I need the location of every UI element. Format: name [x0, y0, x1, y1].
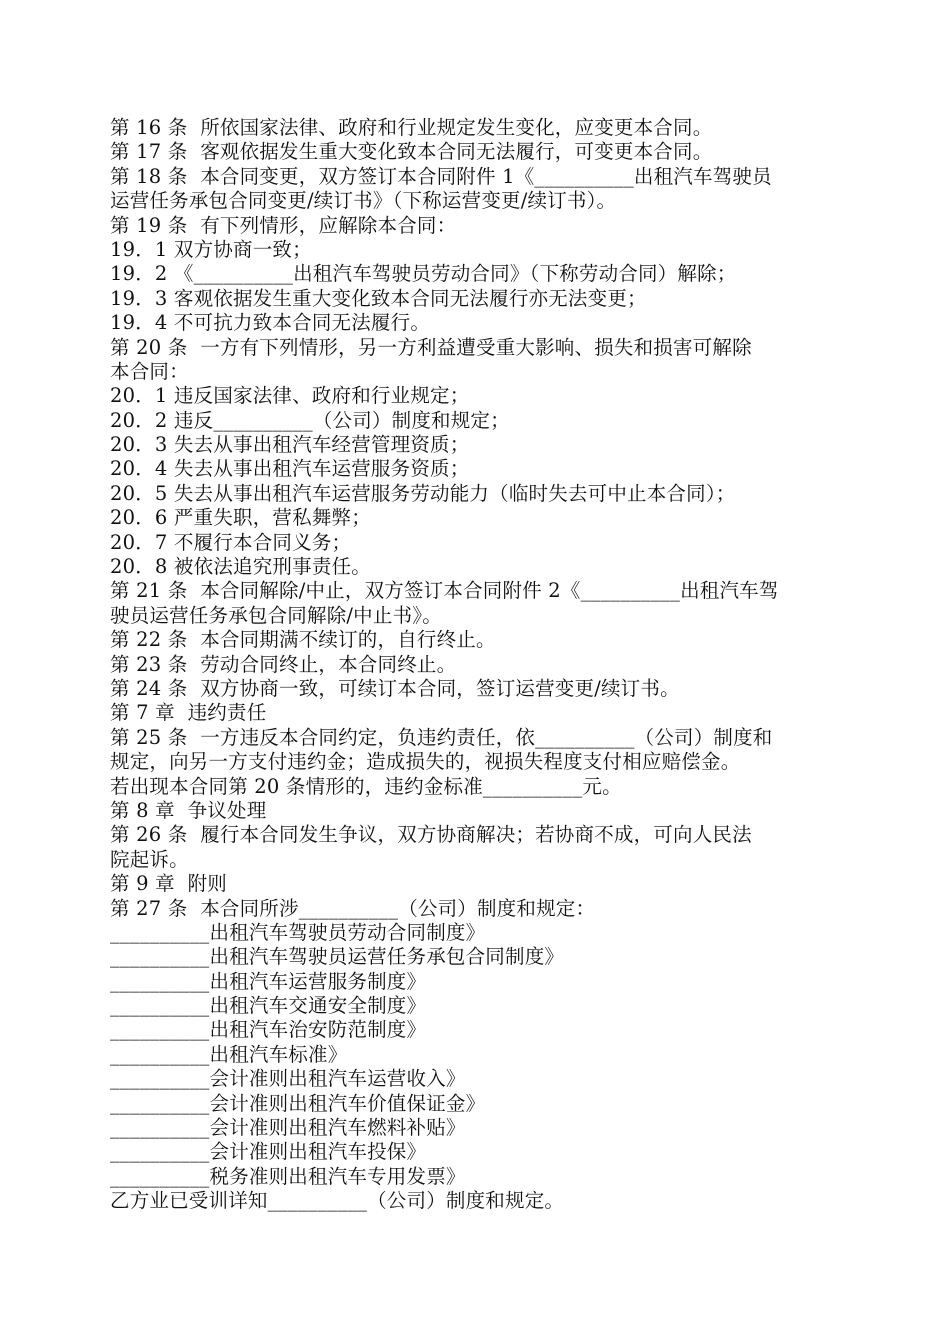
document-line: 本合同：: [110, 359, 189, 383]
document-line: 院起诉。: [110, 847, 189, 871]
document-line: 规定，向另一方支付违约金；造成损失的，视损失程度支付相应赔偿金。: [110, 750, 741, 774]
document-line: 第 18 条 本合同变更，双方签订本合同附件 1《__________出租汽车驾驶员: [110, 164, 772, 188]
regulation-list-item: __________会计准则出租汽车价值保证金》: [110, 1091, 486, 1115]
document-line: 19．4 不可抗力致本合同无法履行。: [110, 311, 431, 335]
document-line: 第 25 条 一方违反本合同约定，负违约责任，依__________（公司）制度和: [110, 725, 773, 749]
document-line: 20．1 违反国家法律、政府和行业规定；: [110, 384, 470, 408]
document-line: 20．7 不履行本合同义务；: [110, 530, 352, 554]
regulation-list-item: __________会计准则出租汽车运营收入》: [110, 1067, 466, 1091]
document-line: 乙方业已受训详知__________（公司）制度和规定。: [110, 1189, 565, 1213]
document-line: 运营任务承包合同变更/续订书》（下称运营变更/续订书）。: [110, 189, 617, 213]
regulation-list-item: __________出租汽车标准》: [110, 1042, 348, 1066]
chapter-heading: 第 8 章 争议处理: [110, 798, 267, 822]
regulation-list-item: __________出租汽车驾驶员运营任务承包合同制度》: [110, 945, 565, 969]
document-line: 第 16 条 所依国家法律、政府和行业规定发生变化，应变更本合同。: [110, 116, 713, 139]
document-line: 19．3 客观依据发生重大变化致本合同无法履行亦无法变更；: [110, 286, 647, 310]
document-line: 20．4 失去从事出租汽车运营服务资质；: [110, 457, 470, 481]
regulation-list-item: __________出租汽车驾驶员劳动合同制度》: [110, 920, 486, 944]
document-line: 第 26 条 履行本合同发生争议，双方协商解决；若协商不成，可向人民法: [110, 823, 752, 847]
document-line: 第 21 条 本合同解除/中止，双方签订本合同附件 2《__________出租汽车驾: [110, 579, 779, 603]
regulation-list-item: __________出租汽车交通安全制度》: [110, 994, 427, 1018]
chapter-heading: 第 9 章 附则: [110, 872, 228, 896]
regulation-list-item: __________出租汽车运营服务制度》: [110, 969, 427, 993]
document-line: 19．1 双方协商一致；: [110, 237, 312, 261]
document-line: 第 23 条 劳动合同终止，本合同终止。: [110, 652, 457, 676]
document-line: 第 19 条 有下列情形，应解除本合同：: [110, 213, 457, 237]
regulation-list-item: __________会计准则出租汽车燃料补贴》: [110, 1116, 466, 1140]
document-line: 第 24 条 双方协商一致，可续订本合同，签订运营变更/续订书。: [110, 676, 680, 700]
document-line: 第 27 条 本合同所涉__________（公司）制度和规定：: [110, 896, 596, 920]
chapter-heading: 第 7 章 违约责任: [110, 701, 267, 725]
document-line: 驶员运营任务承包合同解除/中止书》。: [110, 603, 442, 627]
document-line: 20．2 违反__________（公司）制度和规定；: [110, 408, 510, 432]
regulation-list-item: __________出租汽车治安防范制度》: [110, 1018, 427, 1042]
document-line: 第 20 条 一方有下列情形，另一方利益遭受重大影响、损失和损害可解除: [110, 335, 752, 359]
document-line: 20．8 被依法追究刑事责任。: [110, 555, 371, 579]
document-page: [110, 116, 850, 1214]
document-line: 19．2 《__________出租汽车驾驶员劳动合同》（下称劳动合同）解除；: [110, 262, 737, 286]
document-line: 第 22 条 本合同期满不续订的，自行终止。: [110, 628, 496, 652]
document-line: 若出现本合同第 20 条情形的，违约金标准__________元。: [110, 774, 622, 798]
regulation-list-item: __________会计准则出租汽车投保》: [110, 1140, 427, 1164]
document-line: 第 17 条 客观依据发生重大变化致本合同无法履行，可变更本合同。: [110, 140, 713, 164]
document-line: 20．3 失去从事出租汽车经营管理资质；: [110, 433, 470, 457]
document-line: 20．5 失去从事出租汽车运营服务劳动能力（临时失去可中止本合同）；: [110, 481, 736, 505]
regulation-list-item: __________税务准则出租汽车专用发票》: [110, 1164, 466, 1188]
document-line: 20．6 严重失职，营私舞弊；: [110, 506, 371, 530]
